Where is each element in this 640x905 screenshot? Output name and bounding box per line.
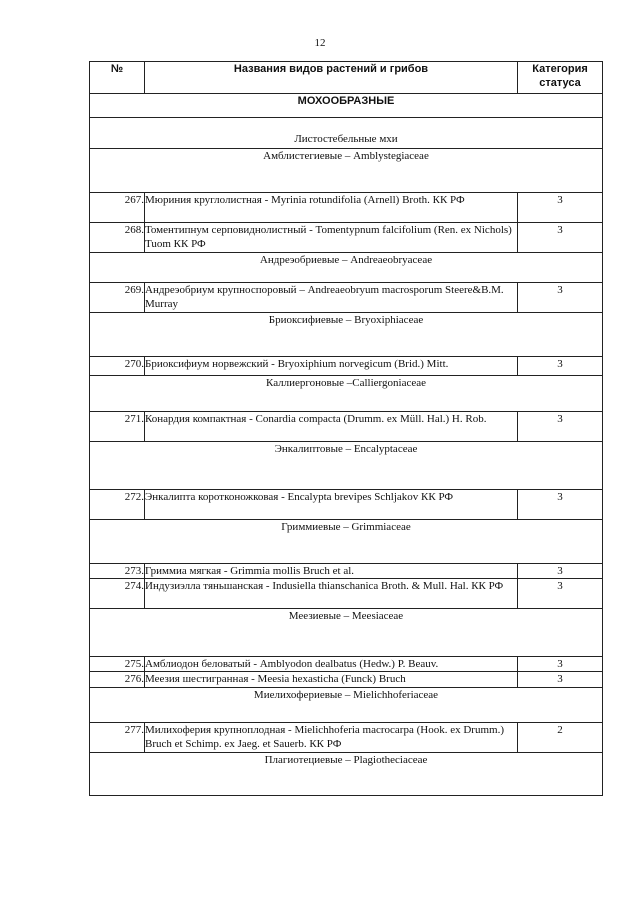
subsection-row <box>90 118 603 149</box>
species-name: Индузиэлла тяньшанская - Indusiella thianschanica Broth. & Mull. Hal. КК РФ <box>145 579 518 609</box>
species-category: 3 <box>518 657 603 672</box>
family-title: Миелихофериевые – Mielichhoferiaceae <box>90 688 603 723</box>
header-row <box>90 62 603 94</box>
family-row <box>90 753 603 796</box>
species-number: 269. <box>90 283 145 313</box>
species-name: Меезия шестигранная - Meesia hexasticha (Funck) Bruch <box>145 672 518 688</box>
family-title: Гриммиевые – Grimmiaceae <box>90 520 603 564</box>
species-name: Конардия компактная - Conardia compacta (Drumm. ex Müll. Hal.) H. Rob. <box>145 412 518 442</box>
family-row <box>90 253 603 283</box>
header-number: № <box>90 62 145 94</box>
species-name: Амблиодон беловатый - Amblyodon dealbatus (Hedw.) P. Beauv. <box>145 657 518 672</box>
species-number: 268. <box>90 223 145 253</box>
header-category: Категория статуса <box>518 62 603 94</box>
species-row <box>90 283 603 313</box>
header-name: Названия видов растений и грибов <box>145 62 518 94</box>
species-category: 3 <box>518 564 603 579</box>
family-title: Бриоксифиевые – Bryoxiphiaceae <box>90 313 603 357</box>
species-category: 3 <box>518 223 603 253</box>
species-number: 267. <box>90 193 145 223</box>
species-name: Энкалипта коротконожковая - Encalypta brevipes Schljakov КК РФ <box>145 490 518 520</box>
species-name: Андреэобриум крупноспоровый – Andreaeobryum macrosporum Steere&B.M. Murray <box>145 283 518 313</box>
species-row <box>90 223 603 253</box>
species-name: Мюриния круглолистная - Myrinia rotundifolia (Arnell) Broth. КК РФ <box>145 193 518 223</box>
species-row <box>90 579 603 609</box>
species-table <box>89 61 603 796</box>
page-number: 12 <box>314 37 326 49</box>
species-category: 3 <box>518 672 603 688</box>
species-name: Милихоферия крупноплодная - Mielichhoferia macrocarpa (Hook. ex Drumm.) Bruch et Schimp. ex Jaeg. et Sauerb. КК РФ <box>145 723 518 753</box>
section-title: МОХООБРАЗНЫЕ <box>90 94 603 118</box>
family-row <box>90 520 603 564</box>
species-row <box>90 193 603 223</box>
species-number: 276. <box>90 672 145 688</box>
family-row <box>90 442 603 490</box>
family-row <box>90 149 603 193</box>
species-number: 277. <box>90 723 145 753</box>
species-row <box>90 657 603 672</box>
family-title: Амблистегиевые – Amblystegiaceae <box>90 149 603 193</box>
species-row <box>90 490 603 520</box>
species-category: 2 <box>518 723 603 753</box>
family-title: Каллиергоновые –Calliergoniaceae <box>90 376 603 412</box>
species-category: 3 <box>518 193 603 223</box>
species-number: 271. <box>90 412 145 442</box>
family-title: Меезиевые – Meesiaceae <box>90 609 603 657</box>
species-number: 275. <box>90 657 145 672</box>
family-row <box>90 609 603 657</box>
species-row <box>90 723 603 753</box>
species-name: Томентипнум серповиднолистный - Tomentypnum falcifolium (Ren. ex Nichols) Tuom КК РФ <box>145 223 518 253</box>
family-title: Плагиотециевые – Plagiotheciaceae <box>90 753 603 796</box>
species-number: 274. <box>90 579 145 609</box>
species-name: Гриммиа мягкая - Grimmia mollis Bruch et al. <box>145 564 518 579</box>
section-row <box>90 94 603 118</box>
family-row <box>90 313 603 357</box>
family-row <box>90 376 603 412</box>
species-row <box>90 357 603 376</box>
species-name: Бриоксифиум норвежский - Bryoxiphium norvegicum (Brid.) Mitt. <box>145 357 518 376</box>
species-row <box>90 564 603 579</box>
species-category: 3 <box>518 490 603 520</box>
species-number: 273. <box>90 564 145 579</box>
family-row <box>90 688 603 723</box>
species-category: 3 <box>518 283 603 313</box>
species-category: 3 <box>518 357 603 376</box>
species-number: 270. <box>90 357 145 376</box>
species-category: 3 <box>518 579 603 609</box>
family-title: Энкалиптовые – Encalyptaceae <box>90 442 603 490</box>
species-number: 272. <box>90 490 145 520</box>
family-title: Андреэобриевые – Andreaeobryaceae <box>90 253 603 283</box>
species-row <box>90 672 603 688</box>
species-category: 3 <box>518 412 603 442</box>
species-row <box>90 412 603 442</box>
subsection-title: Листостебельные мхи <box>90 118 603 149</box>
